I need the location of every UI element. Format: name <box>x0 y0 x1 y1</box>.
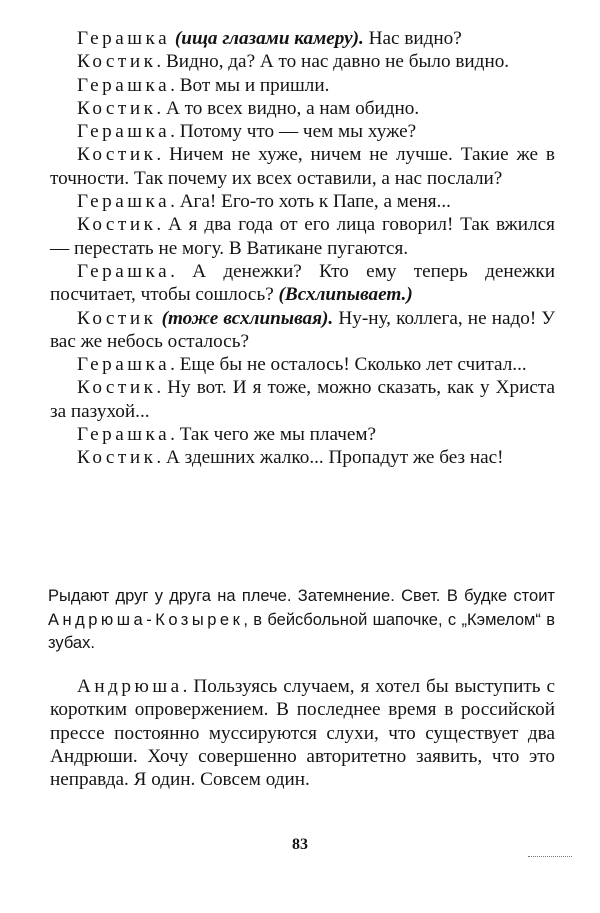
page-number: 83 <box>292 836 308 853</box>
line-text: . Еще бы не осталось! Сколько лет считал... <box>170 354 527 376</box>
speaker-name: Герашка <box>77 260 171 282</box>
dialogue-line <box>50 423 555 446</box>
line-text: . Ничем не хуже, ничем не лучше. Такие же в точности. Так почему их всех оставили, а нас послали? <box>50 144 555 189</box>
line-text: . Ну вот. И я тоже, можно сказать, как у Христа за пазухой... <box>50 377 555 422</box>
dialogue-block <box>50 27 555 470</box>
line-text: . Вот мы и пришли. <box>170 74 330 96</box>
dialogue-line <box>50 307 555 354</box>
character-name: Андрюша-Козырек <box>48 610 244 629</box>
speaker-name: Костик <box>77 377 157 399</box>
dialogue-line <box>50 120 555 143</box>
stage-text: , в бейсбольной шапочке, с „Кэмелом“ в зубах. <box>48 610 555 652</box>
speaker-name: Герашка <box>77 191 171 213</box>
stage-text: Рыдают друг у друга на плече. Затемнение. Свет. В будке стоит <box>48 587 555 605</box>
dialogue-line <box>50 190 555 213</box>
line-text: . А я два года от его лица говорил! Так вжился — перестать не могу. В Ватикане пугаются. <box>50 214 555 259</box>
speaker-name: Герашка <box>77 28 171 49</box>
stage-remark: (Всхлипывает.) <box>278 284 413 306</box>
line-text: Ну-ну, коллега, не надо! У вас же небось осталось? <box>50 307 556 352</box>
line-text: . Так чего же мы плачем? <box>170 424 377 446</box>
speech-text: . Пользуясь случаем, я хотел бы выступить с коротким опровержением. В последнее время в российской прессе постоянно муссируются слухи, что существует два Андрюши. Хочу совершенно авторитетно заявить, что это неправда. Я один. Совсем один. <box>50 676 555 791</box>
dialogue-line <box>50 260 555 307</box>
speaker-name: Костик <box>77 97 157 119</box>
line-text: . Потому что — чем мы хуже? <box>170 121 417 143</box>
speaker-name: Костик <box>77 51 157 73</box>
dialogue-line <box>50 74 555 97</box>
dialogue-line <box>50 97 555 120</box>
speaker-name: Герашка <box>77 121 171 143</box>
line-text: . Видно, да? А то нас давно не было видно. <box>156 51 510 73</box>
line-text: . А здешних жалко... Пропадут же без нас! <box>156 447 504 469</box>
speech-paragraph <box>50 675 555 791</box>
speaker-name: Костик <box>77 307 157 329</box>
dialogue-line <box>50 213 555 260</box>
dialogue-line <box>50 143 555 190</box>
stage-remark: (ища глазами камеру). <box>174 28 364 49</box>
dialogue-line <box>50 446 555 469</box>
speaker-name: Костик <box>77 144 157 166</box>
printer-mark <box>528 856 572 857</box>
dialogue-line <box>50 50 555 73</box>
line-text: . А денежки? Кто ему теперь денежки посчитает, чтобы сошлось? <box>50 260 555 306</box>
speaker-name: Герашка <box>77 424 171 446</box>
dialogue-line <box>50 353 555 376</box>
line-text: . А то всех видно, а нам обидно. <box>156 97 420 119</box>
dialogue-line <box>50 376 555 423</box>
stage-direction <box>48 585 555 656</box>
speaker-name: Герашка <box>77 354 171 376</box>
speaker-name: Андрюша <box>77 676 183 697</box>
speaker-name: Костик <box>77 214 157 236</box>
stage-remark: (тоже всхлипывая). <box>161 307 334 329</box>
speaker-name: Герашка <box>77 74 171 96</box>
line-text: Нас видно? <box>363 28 462 49</box>
dialogue-line <box>50 27 555 50</box>
line-text: . Ага! Его-то хоть к Папе, а меня... <box>170 191 451 213</box>
speaker-name: Костик <box>77 447 157 469</box>
